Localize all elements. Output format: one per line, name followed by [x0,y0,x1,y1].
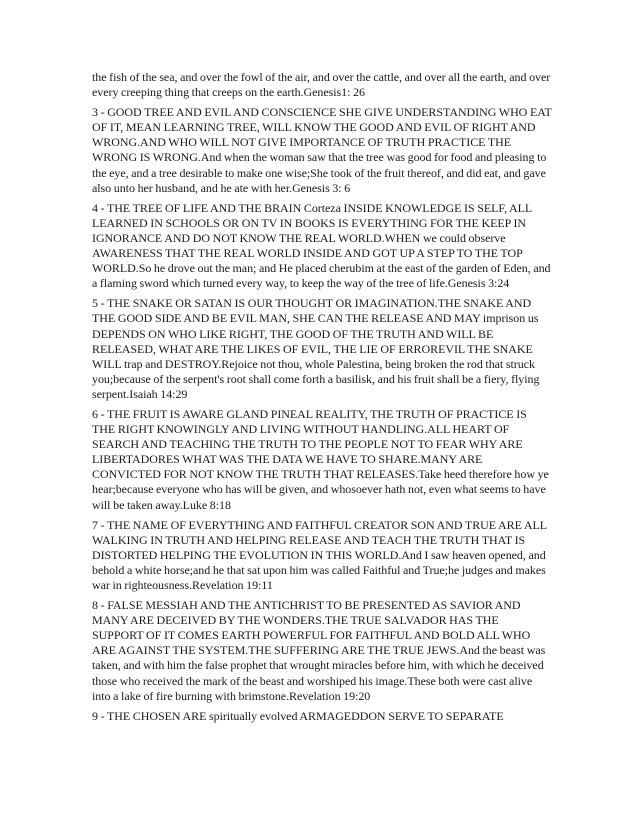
paragraph-genesis-1-26: the fish of the sea, and over the fowl of the air, and over the cattle, and over all the earth, and over every creeping thing that creeps on the earth.Genesis1: 26 [92,70,551,100]
paragraph-8-false-messiah: 8 - FALSE MESSIAH AND THE ANTICHRIST TO BE PRESENTED AS SAVIOR AND MANY ARE DECEIVED BY THE WONDERS.THE TRUE SALVADOR HAS THE SUPPORT OF IT COMES EARTH POWERFUL FOR FAITHFUL AND BOLD ALL WHO ARE AGAINST THE SYSTEM.THE SUFFERING ARE THE TRUE JEWS.And the beast was taken, and with him the false prophet that wrought miracles before him, with which he deceived those who received the mark of the beast and worshiped his image.These both were cast alive into a lake of fire burning with brimstone.Revelation 19:20 [92,598,546,703]
paragraph-9-chosen: 9 - THE CHOSEN ARE spiritually evolved ARMAGEDDON SERVE TO SEPARATE [92,708,504,723]
paragraph-7-faithful-creator: 7 - THE NAME OF EVERYTHING AND FAITHFUL CREATOR SON AND TRUE ARE ALL WALKING IN TRUTH AND HELPING RELEASE AND TEACH THE TRUTH THAT IS DISTORTED HELPING THE EVOLUTION IN THIS WORLD.And I saw heaven opened, and behold a white horse;and he that sat upon him was called Faithful and True;he judges and makes war in righteousness.Revelation 19:11 [92,517,547,592]
paragraph-6-fruit: 6 - THE FRUIT IS AWARE GLAND PINEAL REALITY, THE TRUTH OF PRACTICE IS THE RIGHT KNOWINGLY AND LIVING WITHOUT HANDLING.ALL HEART OF SEARCH AND TEACHING THE TRUTH TO THE PEOPLE NOT TO FEAR WHY ARE LIBERTADORES WHAT WAS THE DATA WE HAVE TO SHARE.MANY ARE CONVICTED FOR NOT KNOW THE TRUTH THAT RELEASES.Take heed therefore how ye hear;because everyone who has will be given, and whosoever hath not, even what seems to have will be taken away.Luke 8:18 [92,406,549,512]
document-body [92,70,552,729]
paragraph-3-good-tree: 3 - GOOD TREE AND EVIL AND CONSCIENCE SHE GIVE UNDERSTANDING WHO EAT OF IT, MEAN LEARNING TREE, WILL KNOW THE GOOD AND EVIL OF RIGHT AND WRONG.AND WHO WILL NOT GIVE IMPORTANCE OF TRUTH PRACTICE THE WRONG IS WRONG.And when the woman saw that the tree was good for food and pleasing to the eye, and a tree desirable to make one wise;She took of the fruit thereof, and did eat, and gave also unto her husband, and he ate with her.Genesis 3: 6 [92,105,552,195]
paragraph-4-tree-of-life: 4 - THE TREE OF LIFE AND THE BRAIN Corteza INSIDE KNOWLEDGE IS SELF, ALL LEARNED IN SCHOOLS OR ON TV IN BOOKS IS EVERYTHING FOR THE KEEP IN IGNORANCE AND DO NOT KNOW THE REAL WORLD.WHEN we could observe AWARENESS THAT THE REAL WORLD INSIDE AND GOT UP A STEP TO THE TOP WORLD.So he drove out the man; and He placed cherubim at the east of the garden of Eden, and a flaming sword which turned every way, to keep the way of the tree of life.Genesis 3:24 [92,200,551,291]
paragraph-5-snake: 5 - THE SNAKE OR SATAN IS OUR THOUGHT OR IMAGINATION.THE SNAKE AND THE GOOD SIDE AND BE EVIL MAN, SHE CAN THE RELEASE AND MAY imprison us DEPENDS ON WHO LIKE RIGHT, THE GOOD OF THE TRUTH AND WILL BE RELEASED, WHAT ARE THE LIKES OF EVIL, THE LIE OF ERROREVIL THE SNAKE WILL trap and DESTROY.Rejoice not thou, whole Palestina, being broken the rod that struck you;because of the serpent's root shall come forth a basilisk, and his fruit shall be a fiery, flying serpent.Isaiah 14:29 [92,296,540,401]
